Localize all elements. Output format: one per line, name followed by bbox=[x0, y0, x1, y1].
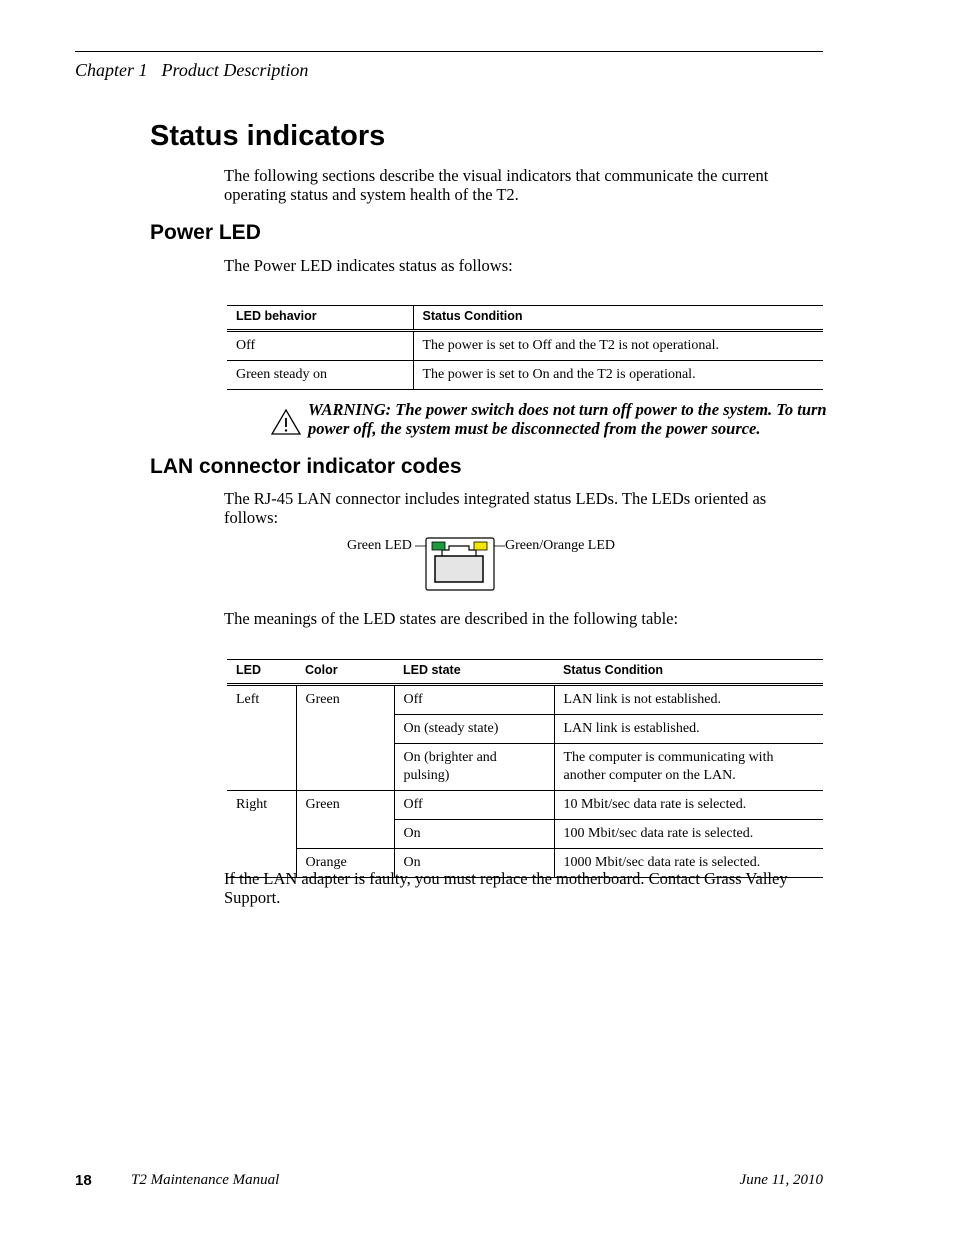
column-header: LED bbox=[236, 663, 261, 677]
table-row bbox=[227, 791, 823, 820]
chapter-title: Product Description bbox=[161, 60, 309, 80]
power-led-intro: The Power LED indicates status as follows: bbox=[224, 256, 513, 275]
table-row bbox=[227, 331, 823, 361]
column-header: Color bbox=[305, 663, 338, 677]
color-cell: Orange bbox=[296, 849, 394, 878]
running-head bbox=[75, 60, 308, 81]
lan-closing-note: If the LAN adapter is faulty, you must replace the motherboard. Contact Grass Valley Support. bbox=[224, 869, 788, 907]
table-cell: Off bbox=[236, 338, 256, 353]
color-cell: Green bbox=[296, 685, 394, 791]
power-led-heading: Power LED bbox=[150, 221, 261, 244]
green-orange-led-indicator bbox=[474, 542, 487, 550]
column-header: Status Condition bbox=[413, 306, 823, 331]
condition-cell: 1000 Mbit/sec data rate is selected. bbox=[554, 849, 823, 878]
publication-date: June 11, 2010 bbox=[739, 1172, 823, 1188]
condition-cell: LAN link is not established. bbox=[554, 685, 823, 715]
section-intro: The following sections describe the visual indicators that communicate the current operating status and system health of the T2. bbox=[224, 166, 769, 204]
lan-intro: The RJ-45 LAN connector includes integrated status LEDs. The LEDs oriented as follows: bbox=[224, 489, 767, 527]
table-row bbox=[227, 361, 823, 390]
column-header: Status Condition bbox=[563, 663, 663, 677]
led-cell: Right bbox=[227, 791, 296, 878]
header-rule bbox=[75, 51, 823, 52]
state-cell: Off bbox=[394, 791, 554, 820]
power-led-table bbox=[227, 305, 823, 390]
rj45-port-icon bbox=[415, 534, 505, 594]
table-header-row bbox=[227, 306, 823, 331]
state-cell: On bbox=[394, 820, 554, 849]
state-cell: On bbox=[394, 849, 554, 878]
table-cell: The power is set to On and the T2 is operational. bbox=[413, 361, 823, 390]
led-cell: Left bbox=[236, 692, 260, 707]
green-led-label: Green LED bbox=[347, 538, 412, 553]
state-cell: On (brighter and pulsing) bbox=[394, 744, 554, 791]
table-header-row bbox=[227, 660, 823, 685]
condition-cell: 100 Mbit/sec data rate is selected. bbox=[554, 820, 823, 849]
table-cell: Green steady on bbox=[236, 367, 327, 382]
color-cell: Green bbox=[296, 791, 394, 849]
green-orange-led-label: Green/Orange LED bbox=[505, 538, 616, 553]
column-header: LED state bbox=[403, 663, 461, 677]
condition-cell: The computer is communicating with another computer on the LAN. bbox=[554, 744, 823, 791]
green-led-indicator bbox=[432, 542, 445, 550]
rj45-connector-diagram bbox=[340, 534, 640, 594]
state-cell: Off bbox=[394, 685, 554, 715]
table-row bbox=[227, 685, 823, 715]
lan-table-intro: The meanings of the LED states are described in the following table: bbox=[224, 609, 679, 628]
condition-cell: 10 Mbit/sec data rate is selected. bbox=[554, 791, 823, 820]
chapter-label: Chapter 1 bbox=[75, 60, 148, 80]
lan-led-table bbox=[227, 659, 823, 878]
state-cell: On (steady state) bbox=[394, 715, 554, 744]
lan-heading: LAN connector indicator codes bbox=[150, 455, 462, 478]
warning-text: WARNING: The power switch does not turn off power to the system. To turn power off, the system must be disconnected from the power source. bbox=[308, 400, 827, 438]
page-title: Status indicators bbox=[150, 120, 386, 152]
page-number: 18 bbox=[75, 1172, 92, 1189]
condition-cell: LAN link is established. bbox=[554, 715, 823, 744]
table-cell: The power is set to Off and the T2 is not operational. bbox=[413, 331, 823, 361]
manual-title: T2 Maintenance Manual bbox=[131, 1172, 280, 1188]
warning-triangle-icon bbox=[270, 408, 302, 436]
column-header: LED behavior bbox=[236, 309, 317, 323]
